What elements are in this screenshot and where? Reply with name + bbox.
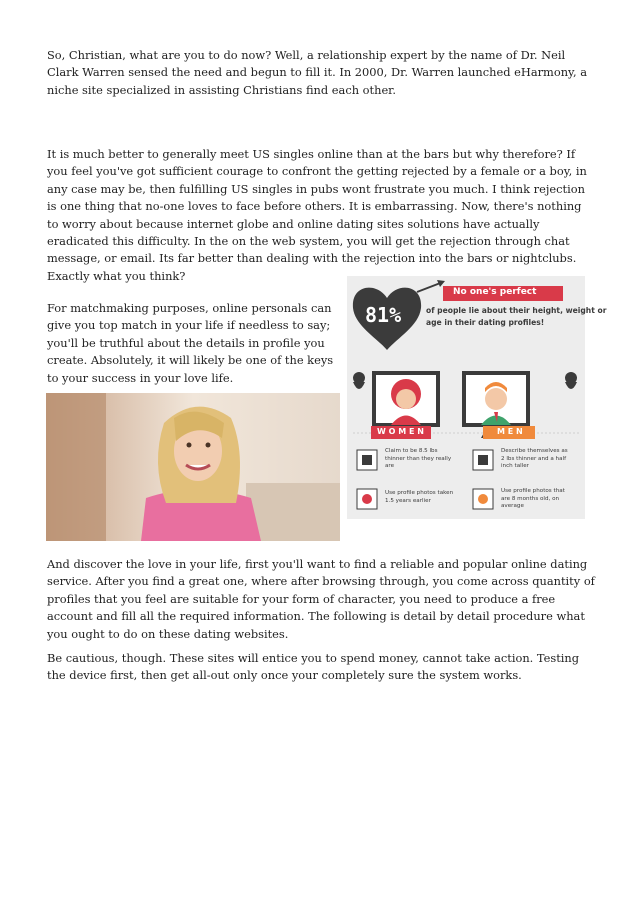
infographic-no-ones-perfect (347, 276, 607, 519)
men-fact-1 (501, 448, 568, 471)
stat-81-percent: 81% (365, 303, 402, 327)
banner-title: No one's perfect (453, 287, 537, 297)
men-fact-1-line-2: 2 lbs thinner and a half (501, 455, 567, 462)
men-fact-1-line-1: Describe themselves as (501, 448, 568, 454)
women-label: W O M E N (377, 427, 424, 436)
headline-line-1: of people lie about their height, weight or (426, 306, 607, 315)
women-fact-1-line-1: Claim to be 8.5 lbs (385, 448, 438, 454)
paragraph-matchmaking: For matchmaking purposes, online personals can give you top match in your life if needless to say; you'll be truthful about the details in profile you create. Absolutely, it will likely be one of the keys to your success in your love life. (47, 301, 334, 385)
women-fact-1 (385, 448, 451, 471)
paragraph-rejection: It is much better to generally meet US singles online than at the bars but why therefore? If you feel you've got sufficient courage to confront the getting rejected by a female or a boy, in any case may be, then fulfilling US singles in pubs wont frustrate you much. I think rejection is one thing that no-one loves to face before others. It is embarrassing. Now, there's nothing to worry about because internet globe and online dating sites solutions have actually eradicated this difficulty. In the on the web system, you will get the rejection through chat message, or email. Its far better than dealing with the rejection into the bars or nightclubs. Exactly what you think? (47, 147, 587, 283)
men-fact-2 (501, 488, 565, 511)
women-fact-2 (385, 490, 453, 505)
men-fact-1-line-3: inch taller (501, 463, 529, 469)
women-fact-1-line-3: are (385, 463, 395, 469)
men-fact-2-line-1: Use profile photos that (501, 488, 565, 494)
men-fact-2-line-3: average (501, 503, 524, 509)
men-fact-2-line-2: are 8 months old, on (501, 495, 560, 502)
men-label: M E N (497, 427, 523, 436)
women-fact-1-line-2: thinner than they really (385, 455, 452, 462)
headline-line-2: age in their dating profiles! (426, 318, 545, 327)
paragraph-find-love: And discover the love in your life, first you'll want to find a reliable and popular online dating service. After you find a great one, where after browsing through, you come across quantity of profiles that you feel are suitable for your form of character, you need to produce a free account and fill all the required information. The following is detail by detail procedure what you ought to do on these dating websites. (47, 557, 595, 641)
paragraph-eharmony: So, Christian, what are you to do now? Well, a relationship expert by the name of Dr. Neil Clark Warren sensed the need and begun to fill it. In 2000, Dr. Warren launched eHarmony, a niche site specialized in assisting Christians find each other. (47, 48, 588, 97)
smiling-woman-photo (46, 393, 340, 541)
women-fact-2-line-2: 1.5 years earlier (385, 497, 431, 504)
paragraph-caution: Be cautious, though. These sites will entice you to spend money, cannot take action. Testing the device first, then get all-out only once your completely sure the system works. (47, 651, 580, 683)
women-fact-2-line-1: Use profile photos taken (385, 490, 454, 496)
